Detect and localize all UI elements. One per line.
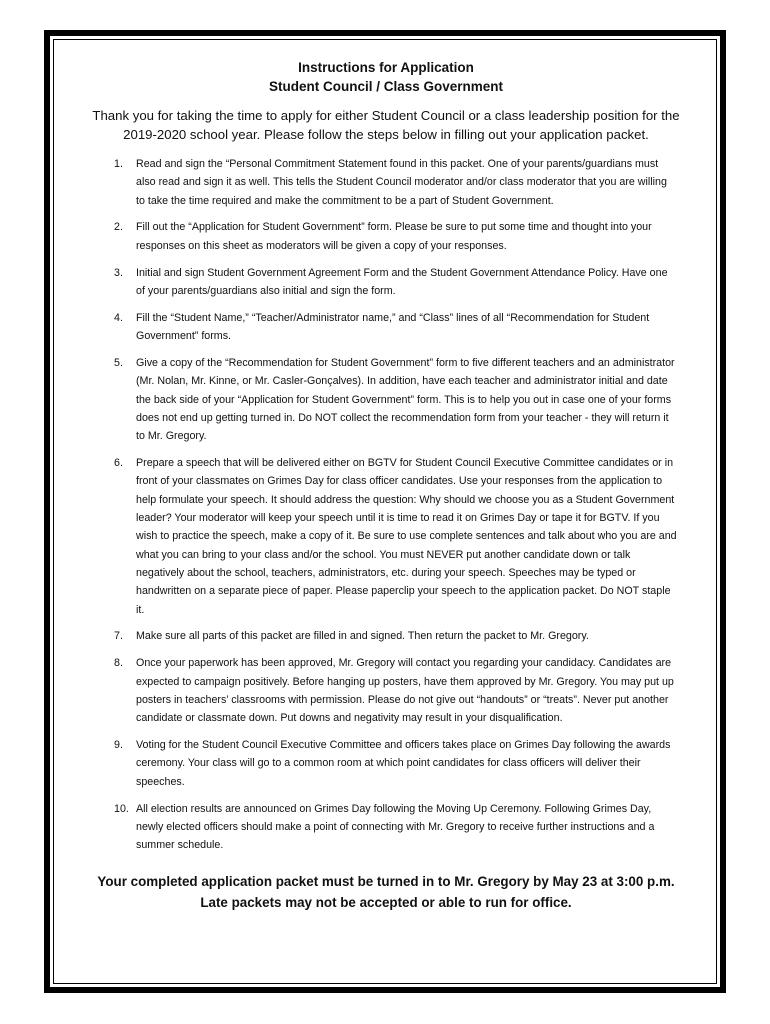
item-number: 4.	[114, 311, 123, 324]
document-body	[90, 58, 682, 913]
list-item	[90, 800, 682, 855]
item-text: Make sure all parts of this packet are filled in and signed. Then return the packet to Mr. Gregory.	[136, 630, 589, 643]
item-number: 8.	[114, 657, 123, 670]
item-text: Fill the “Student Name,” “Teacher/Administrator name,” and “Class” lines of all “Recommendation for Student Government” forms.	[136, 311, 650, 343]
item-number: 9.	[114, 739, 123, 752]
title-line-1: Instructions for Application	[298, 60, 474, 75]
item-number: 3.	[114, 266, 123, 279]
item-number: 1.	[114, 158, 123, 170]
item-number: 2.	[114, 221, 123, 234]
item-number: 6.	[114, 457, 123, 470]
list-item	[90, 354, 682, 445]
item-text: Give a copy of the “Recommendation for Student Government” form to five different teachers and an administrator (Mr. Nolan, Mr. Kinne, or Mr. Casler-Gonçalves). In addition, have each teacher and administrator initial and date the back side of your “Application for Student Government” form. This is to help you out in case one of your forms does not end up getting turned in. Do NOT collect the recommendation form from your teacher - they will return it to Mr. Gregory.	[136, 357, 675, 443]
item-text: Once your paperwork has been approved, Mr. Gregory will contact you regarding your candidacy. Candidates are expected to campaign positively. Before hanging up posters, have them approved by Mr. Gregory. You may put up posters in teachers’ classrooms with permission. Please do not give out “handouts” or “treats”. Never put another candidate or classmate down. Put downs and negativity may result in your disqualification.	[136, 657, 674, 725]
item-text: Fill out the “Application for Student Government” form. Please be sure to put some time and thought into your responses on this sheet as moderators will be given a copy of your responses.	[136, 221, 652, 252]
item-number: 10.	[114, 802, 129, 815]
closing-line-2: Late packets may not be accepted or able to run for office.	[200, 895, 572, 911]
list-item	[90, 454, 682, 619]
item-text: Initial and sign Student Government Agreement Form and the Student Government Attendance Policy. Have one of your parents/guardians also initial and sign the form.	[136, 266, 668, 297]
closing-line-1: Your completed application packet must be turned in to Mr. Gregory by May 23 at 3:00 p.m.	[97, 874, 675, 890]
instruction-list	[90, 155, 682, 854]
item-text: All election results are announced on Grimes Day following the Moving Up Ceremony. Following Grimes Day, newly elected officers should make a point of connecting with Mr. Gregory to receive further instructions and a summer schedule.	[136, 802, 655, 852]
list-item	[90, 309, 682, 346]
list-item	[90, 654, 682, 727]
item-text: Prepare a speech that will be delivered either on BGTV for Student Council Executive Committee candidates or in front of your classmates on Grimes Day for class officer candidates. Use your responses from the application to help formulate your speech. It should address the question: Why should we choose you as a Student Government leader? Your moderator will keep your speech until it is time to read it on Grimes Day or tape it for BGTV. If you wish to practice the speech, make a copy of it. Be sure to use complete sentences and talk about who you are and what you can bring to your class and/or the school. You must NEVER put another candidate down or talk negatively about the school, teachers, administrators, etc. during your speech. Speeches may be typed or handwritten on a separate piece of paper. Please paperclip your speech to the application packet. Do NOT staple it.	[136, 457, 677, 616]
list-item	[90, 627, 682, 645]
item-text: Voting for the Student Council Executive Committee and officers takes place on Grimes Day following the awards ceremony. Your class will go to a common room at which point candidates for class officers will deliver their speeches.	[136, 739, 671, 788]
list-item	[90, 736, 682, 791]
item-number: 5.	[114, 357, 123, 370]
intro-paragraph: Thank you for taking the time to apply for either Student Council or a class leadership position for the 2019-2020 school year. Please follow the steps below in filling out your application packet.	[92, 108, 680, 142]
list-item	[90, 155, 682, 210]
closing-statement	[90, 871, 682, 913]
list-item	[90, 264, 682, 301]
item-number: 7.	[114, 630, 123, 643]
list-item	[90, 218, 682, 255]
item-text: Read and sign the “Personal Commitment Statement found in this packet. One of your parents/guardians must also read and sign it as well. This tells the Student Council moderator and/or class moderator that you are willing to take the time required and make the commitment to be a part of Student Government.	[136, 158, 667, 207]
page-title	[90, 58, 682, 96]
title-line-2: Student Council / Class Government	[268, 79, 504, 94]
